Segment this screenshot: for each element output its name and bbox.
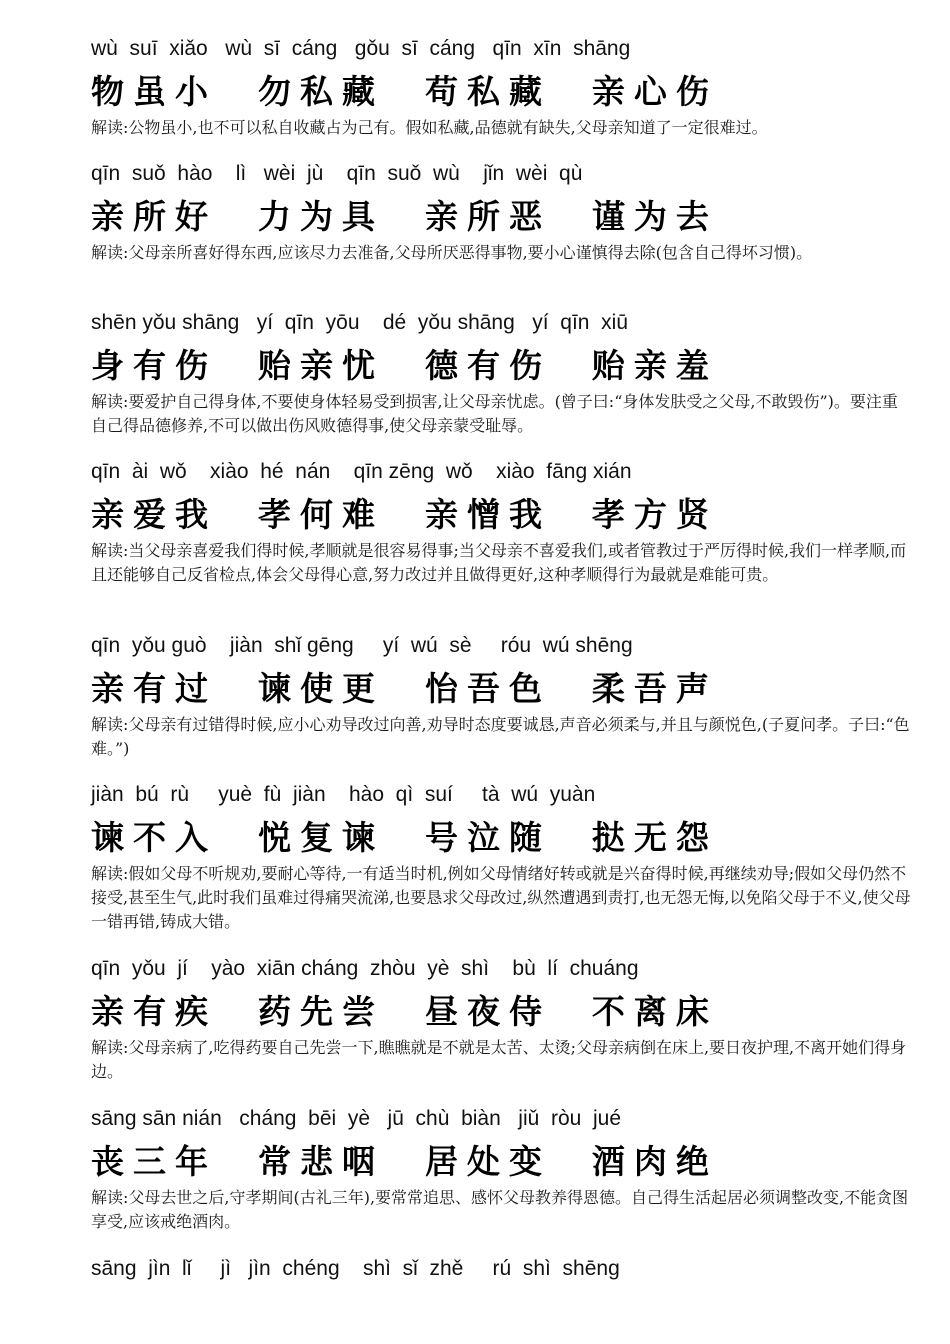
- pinyin-line: wù suī xiǎo wù sī cáng gǒu sī cáng qīn xīn shāng: [91, 37, 631, 60]
- verse-explanation: 解读:假如父母不听规劝,要耐心等待,一有适当时机,例如父母情绪好转或就是兴奋得时候,再继续劝导;假如父母仍然不接受,甚至生气,此时我们虽难过得痛哭流涕,也要恳求父母改过,纵然遭遇到责打,也无怨无悔,以免陷父母于不义,使父母一错再错,铸成大错。: [91, 864, 911, 931]
- verse-text: 亲有疾 药先尝 昼夜侍 不离床: [91, 992, 718, 1031]
- verse-explanation: 解读:父母亲病了,吃得药要自己先尝一下,瞧瞧就是不就是太苦、太烫;父母亲病倒在床上,要日夜护理,不离开她们得身边。: [91, 1038, 907, 1081]
- pinyin-line: qīn suǒ hào lì wèi jù qīn suǒ wù jǐn wèi qù: [91, 162, 583, 185]
- verse-block: [91, 782, 911, 934]
- verse-text: 亲所好 力为具 亲所恶 谨为去: [91, 197, 718, 236]
- verse-block: [91, 310, 911, 438]
- verse-block: [91, 459, 911, 587]
- verse-block: [91, 1256, 911, 1282]
- pinyin-line: qīn ài wǒ xiào hé nán qīn zēng wǒ xiào fāng xián: [91, 460, 632, 483]
- verse-text: 亲有过 谏使更 怡吾色 柔吾声: [91, 669, 718, 708]
- pinyin-line: jiàn bú rù yuè fù jiàn hào qì suí tà wú yuàn: [91, 783, 596, 806]
- verse-text: 亲爱我 孝何难 亲憎我 孝方贤: [91, 495, 718, 534]
- verse-block: [91, 956, 911, 1084]
- pinyin-line: qīn yǒu jí yào xiān cháng zhòu yè shì bù lí chuáng: [91, 957, 639, 980]
- verse-explanation: 解读:父母亲有过错得时候,应小心劝导改过向善,劝导时态度要诚恳,声音必须柔与,并且与颜悦色,(子夏问孝。子曰:“色难。”): [91, 715, 910, 758]
- verse-explanation: 解读:父母去世之后,守孝期间(古礼三年),要常常追思、感怀父母教养得恩德。自己得生活起居必须调整改变,不能贪图享受,应该戒绝酒肉。: [91, 1188, 909, 1231]
- verse-explanation: 解读:父母亲所喜好得东西,应该尽力去准备,父母所厌恶得事物,要小心谨慎得去除(包含自己得坏习惯)。: [91, 243, 813, 262]
- verse-text: 谏不入 悦复谏 号泣随 挞无怨: [91, 818, 718, 857]
- verse-block: [91, 161, 911, 265]
- verse-block: [91, 633, 911, 761]
- pinyin-line: sāng sān nián cháng bēi yè jū chù biàn jiǔ ròu jué: [91, 1107, 622, 1130]
- verse-block: [91, 1106, 911, 1234]
- verse-text: 身有伤 贻亲忧 德有伤 贻亲羞: [91, 346, 718, 385]
- verse-explanation: 解读:要爱护自己得身体,不要使身体轻易受到损害,让父母亲忧虑。(曾子曰:“身体发肤受之父母,不敢毁伤”)。要注重自己得品德修养,不可以做出伤风败德得事,使父母亲蒙受耻辱。: [91, 392, 898, 435]
- verse-explanation: 解读:公物虽小,也不可以私自收藏占为己有。假如私藏,品德就有缺失,父母亲知道了一定很难过。: [91, 118, 768, 137]
- verse-block: [91, 36, 911, 140]
- verse-text: 物虽小 勿私藏 苟私藏 亲心伤: [91, 72, 718, 111]
- pinyin-line: qīn yǒu guò jiàn shǐ gēng yí wú sè róu wú shēng: [91, 634, 633, 657]
- pinyin-line: sāng jìn lǐ jì jìn chéng shì sǐ zhě rú shì shēng: [91, 1257, 620, 1280]
- verse-explanation: 解读:当父母亲喜爱我们得时候,孝顺就是很容易得事;当父母亲不喜爱我们,或者管教过于严厉得时候,我们一样孝顺,而且还能够自己反省检点,体会父母得心意,努力改过并且做得更好,这种孝顺得行为最就是难能可贵。: [91, 541, 907, 584]
- pinyin-line: shēn yǒu shāng yí qīn yōu dé yǒu shāng yí qīn xiū: [91, 311, 628, 334]
- verse-text: 丧三年 常悲咽 居处变 酒肉绝: [91, 1142, 718, 1181]
